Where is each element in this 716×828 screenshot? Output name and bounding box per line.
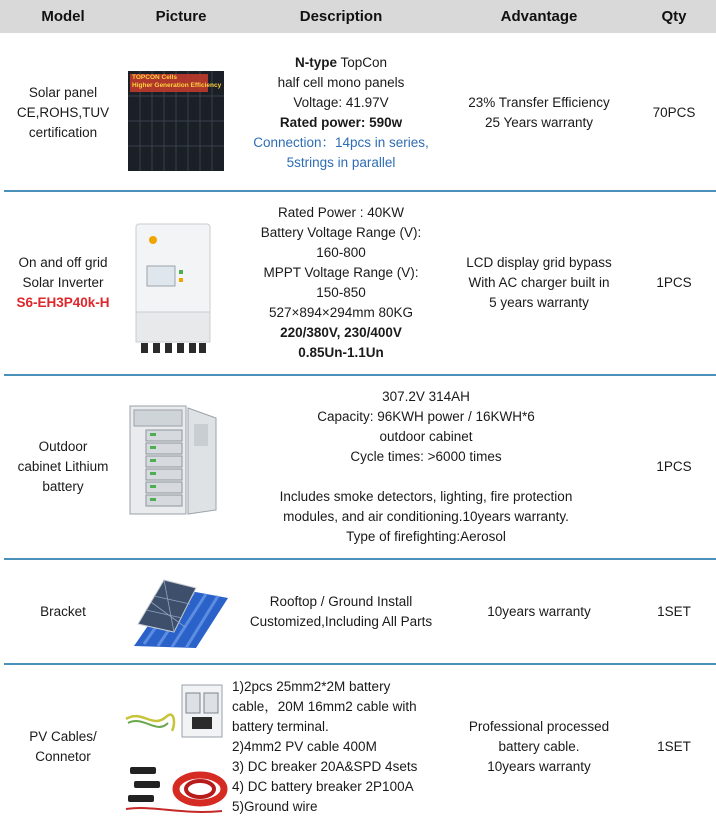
description-cell	[236, 35, 446, 190]
desc-text: Battery Voltage Range (V):	[260, 225, 422, 240]
desc-text: battery terminal.	[232, 718, 329, 734]
desc-text: 150-850	[316, 285, 366, 300]
desc-text: 160-800	[316, 245, 366, 260]
header-qty: Qty	[661, 8, 687, 25]
advantage-cell	[446, 560, 632, 663]
desc-text: Cycle times: >6000 times	[350, 449, 502, 464]
desc-text: Rooftop / Ground Install	[269, 593, 413, 609]
advantage-text: battery cable.	[498, 738, 580, 754]
qty-cell: 1SET	[657, 603, 691, 619]
desc-text: modules, and air conditioning.10years warranty.	[283, 509, 569, 524]
desc-text: Includes smoke detectors, lighting, fire protection	[279, 489, 573, 504]
advantage-cell	[446, 665, 632, 828]
description-cell	[232, 665, 446, 828]
desc-text: MPPT Voltage Range (V):	[263, 265, 419, 280]
desc-text: Capacity: 96KWH power / 16KWH*6	[317, 409, 535, 424]
desc-text: 1)2pcs 25mm2*2M battery	[232, 678, 391, 694]
header-picture: Picture	[155, 8, 207, 25]
qty-cell: 1SET	[657, 738, 691, 754]
model-line: On and off grid	[18, 255, 108, 270]
desc-text: Rated Power : 40KW	[277, 205, 405, 220]
advantage-cell	[446, 35, 632, 190]
desc-text: 5strings in parallel	[286, 154, 396, 170]
desc-text: 4) DC battery breaker 2P100A	[232, 778, 414, 794]
advantage-text: With AC charger built in	[468, 275, 610, 290]
desc-text: 5)Ground wire	[232, 798, 318, 814]
panel-label: TOPCON Cells Higher Generation Efficiency	[132, 74, 222, 89]
advantage-text: 5 years warranty	[489, 295, 589, 310]
qty-cell: 1PCS	[656, 275, 692, 290]
qty-cell: 1PCS	[656, 459, 692, 474]
model-line: CE,ROHS,TUV	[16, 104, 110, 120]
desc-text: 307.2V 314AH	[382, 389, 470, 404]
qty-cell: 70PCS	[652, 104, 696, 120]
model-line: battery	[42, 479, 84, 494]
cables-image	[122, 679, 230, 819]
advantage-text: 25 Years warranty	[484, 114, 594, 130]
model-line: Bracket	[40, 603, 86, 619]
advantage-cell	[446, 192, 632, 374]
model-line: Solar panel	[28, 84, 98, 100]
desc-text: Rated power: 590w	[279, 114, 403, 130]
desc-text: N-type	[294, 54, 337, 70]
model-cell	[0, 665, 126, 828]
model-line: certification	[28, 124, 98, 140]
table-header	[0, 0, 716, 33]
table-row	[0, 376, 716, 558]
model-line: Connetor	[35, 748, 91, 764]
header-advantage: Advantage	[500, 8, 578, 25]
desc-text: outdoor cabinet	[379, 429, 473, 444]
desc-text: 0.85Un-1.1Un	[298, 345, 384, 360]
advantage-text: 23% Transfer Efficiency	[468, 94, 610, 110]
advantage-text: LCD display grid bypass	[466, 255, 612, 270]
desc-text: Type of firefighting:Aerosol	[346, 529, 506, 544]
model-line: cabinet Lithium	[17, 459, 109, 474]
model-code: S6-EH3P40k-H	[16, 295, 110, 310]
desc-text: Voltage: 41.97V	[293, 94, 389, 110]
desc-text: cable，20M 16mm2 cable with	[232, 698, 417, 714]
battery-cabinet-image	[128, 404, 220, 516]
model-line: PV Cables/	[29, 728, 97, 744]
model-cell	[0, 376, 126, 558]
advantage-text: 10years warranty	[487, 758, 591, 774]
model-cell	[0, 35, 126, 190]
table-row	[0, 665, 716, 828]
solar-panel-image	[128, 71, 224, 171]
header-model: Model	[41, 8, 85, 25]
advantage-text: Professional processed	[468, 718, 610, 734]
description-cell	[236, 192, 446, 374]
advantage-text: 10years warranty	[487, 603, 591, 619]
model-line: Solar Inverter	[22, 275, 104, 290]
desc-text: Customized,Including All Parts	[249, 613, 433, 629]
model-cell	[0, 192, 126, 374]
table-row	[0, 35, 716, 190]
model-cell	[0, 560, 126, 663]
description-cell	[236, 560, 446, 663]
table-row	[0, 192, 716, 374]
desc-text: 220/380V, 230/400V	[280, 325, 402, 340]
desc-text: 3) DC breaker 20A&SPD 4sets	[232, 758, 418, 774]
bracket-image	[124, 574, 228, 648]
description-cell	[236, 376, 616, 558]
table-row	[0, 560, 716, 663]
inverter-image	[133, 222, 213, 356]
desc-text: TopCon	[336, 54, 388, 70]
header-description: Description	[299, 8, 383, 25]
desc-text: 2)4mm2 PV cable 400M	[232, 738, 377, 754]
desc-text: 527×894×294mm 80KG	[268, 305, 414, 320]
desc-text: Connection：14pcs in series,	[253, 134, 429, 150]
model-line: Outdoor	[38, 439, 88, 454]
desc-text: half cell mono panels	[277, 74, 405, 90]
